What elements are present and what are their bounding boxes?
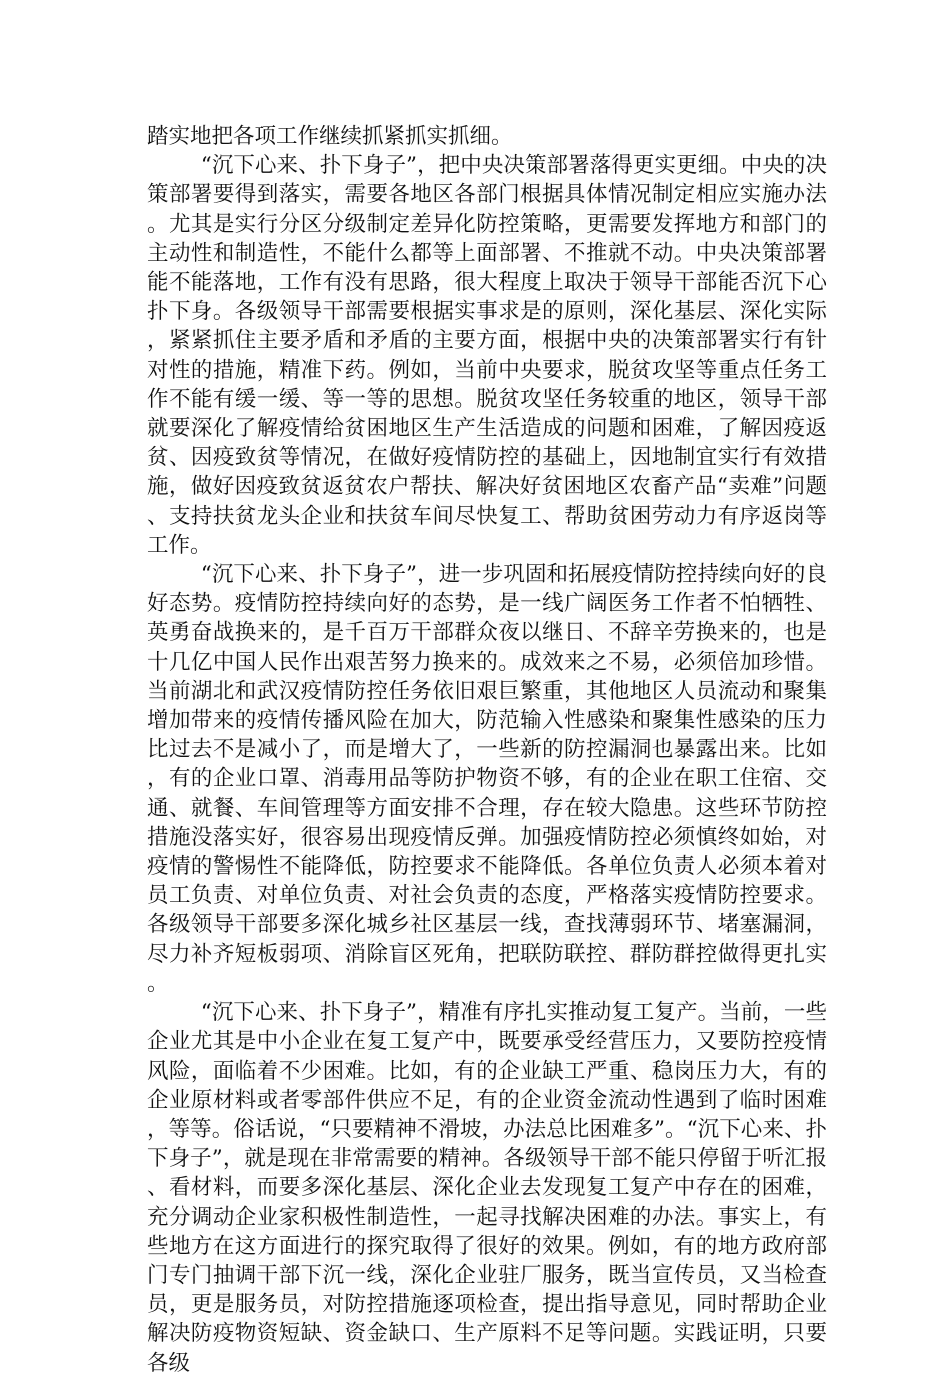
paragraph-central-decisions: “沉下心来、扑下身子”，把中央决策部署落得更实更细。中央的决策部署要得到落实，需要各地区各部门根据具体情况制定相应实施办法。尤其是实行分区分级制定差异化防控策略，更需要发挥地方和部门的主动性和制造性，不能什么都等上面部署、不推就不动。中央决策部署能不能落地，工作有没有思路，很大程度上取决于领导干部能否沉下心扑下身。各级领导干部需要根据实事求是的原则，深化基层、深化实际，紧紧抓住主要矛盾和矛盾的主要方面，根据中央的决策部署实行有针对性的措施，精准下药。例如，当前中央要求，脱贫攻坚等重点任务工作不能有缓一缓、等一等的思想。脱贫攻坚任务较重的地区，领导干部就要深化了解疫情给贫困地区生产生活造成的问题和困难，了解因疫返贫、因疫致贫等情况，在做好疫情防控的基础上，因地制宜实行有效措施，做好因疫致贫返贫农户帮扶、解决好贫困地区农畜产品“卖难”问题、支持扶贫龙头企业和扶贫车间尽快复工、帮助贫困劳动力有序返岗等工作。 [147,153,827,558]
paragraph-resume-production: “沉下心来、扑下身子”，精准有序扎实推动复工复产。当前，一些企业尤其是中小企业在复工复产中，既要承受经营压力，又要防控疫情风险，面临着不少困难。比如，有的企业缺工严重、稳岗压力大，有的企业原材料或者零部件供应不足，有的企业资金流动性遇到了临时困难，等等。俗话说，“只要精神不滑坡，办法总比困难多”。“沉下心来、扑下身子”，就是现在非常需要的精神。各级领导干部不能只停留于听汇报、看材料，而要多深化基层、深化企业去发现复工复产中存在的困难，充分调动企业家积极性制造性，一起寻找解决困难的办法。事实上，有些地方在这方面进行的探究取得了很好的效果。例如，有的地方政府部门专门抽调干部下沉一线，深化企业驻厂服务，既当宣传员，又当检查员，更是服务员，对防控措施逐项检查，提出指导意见，同时帮助企业解决防疫物资短缺、资金缺口、生产原料不足等问题。实践证明，只要各级 [147,1000,827,1376]
paragraph-continuation: 踏实地把各项工作继续抓紧抓实抓细。 [147,124,513,149]
paragraph-epidemic-control: “沉下心来、扑下身子”，进一步巩固和拓展疫情防控持续向好的良好态势。疫情防控持续向好的态势，是一线广阔医务工作者不怕牺牲、英勇奋战换来的，是千百万干部群众夜以继日、不辞辛劳换来的，也是十几亿中国人民作出艰苦努力换来的。成效来之不易，必须倍加珍惜。当前湖北和武汉疫情防控任务依旧艰巨繁重，其他地区人员流动和聚集增加带来的疫情传播风险在加大，防范输入性感染和聚集性感染的压力比过去不是减小了，而是增大了，一些新的防控漏洞也暴露出来。比如，有的企业口罩、消毒用品等防护物资不够，有的企业在职工住宿、交通、就餐、车间管理等方面安排不合理，存在较大隐患。这些环节防控措施没落实好，很容易出现疫情反弹。加强疫情防控必须慎终如始，对疫情的警惕性不能降低，防控要求不能降低。各单位负责人必须本着对员工负责、对单位负责、对社会负责的态度，严格落实疫情防控要求。各级领导干部要多深化城乡社区基层一线，查找薄弱环节、堵塞漏洞，尽力补齐短板弱项、消除盲区死角，把联防联控、群防群控做得更扎实。 [147,562,827,996]
document-page [147,122,827,1378]
